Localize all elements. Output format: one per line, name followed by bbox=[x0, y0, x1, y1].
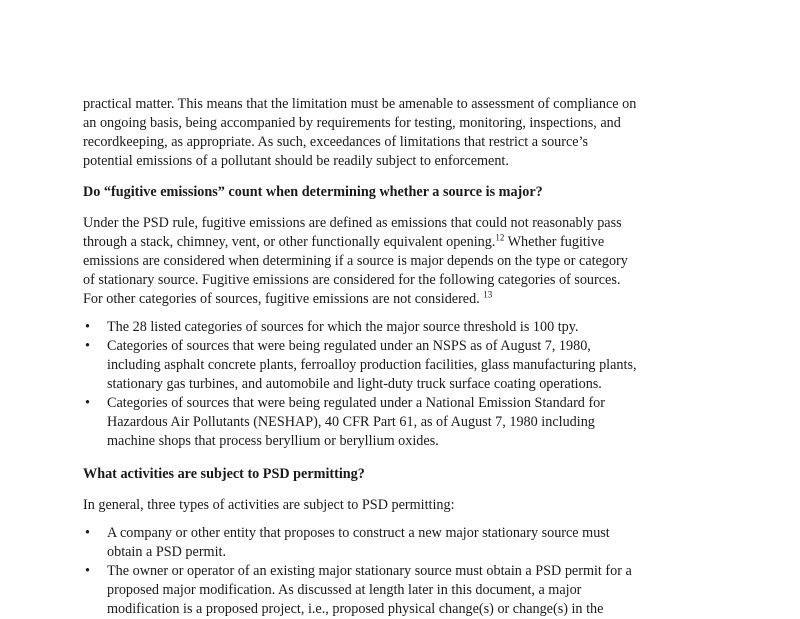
text-line: The owner or operator of an existing major stationary source must obtain a PSD permit for a bbox=[107, 563, 632, 579]
text-line: an ongoing basis, being accompanied by requirements for testing, monitoring, inspections, and bbox=[83, 115, 621, 131]
text-line: proposed major modification. As discussed at length later in this document, a major bbox=[107, 582, 582, 598]
footnote-ref-12: 12 bbox=[495, 232, 505, 243]
text-line: For other categories of sources, fugitive emissions are not considered. bbox=[83, 291, 480, 307]
bullet-icon: • bbox=[85, 395, 90, 411]
bullet-icon: • bbox=[85, 338, 90, 354]
text-line: potential emissions of a pollutant should be readily subject to enforcement. bbox=[83, 153, 509, 169]
text-line: through a stack, chimney, vent, or other functionally equivalent opening. bbox=[83, 234, 496, 250]
bullet-icon: • bbox=[85, 563, 90, 579]
paragraph-fugitive-definition bbox=[83, 214, 705, 309]
bullet-icon: • bbox=[85, 319, 90, 335]
text-line: Whether fugitive bbox=[504, 234, 605, 250]
text-line: of stationary source. Fugitive emissions are considered for the following categories of sources. bbox=[83, 272, 621, 288]
text-line: The 28 listed categories of sources for which the major source threshold is 100 tpy. bbox=[107, 319, 579, 335]
text-line: modification is a proposed project, i.e., proposed physical change(s) or change(s) in the bbox=[107, 601, 604, 617]
text-line: including asphalt concrete plants, ferroalloy production facilities, glass manufacturing plants, bbox=[107, 357, 637, 373]
text-line: Under the PSD rule, fugitive emissions are defined as emissions that could not reasonably pass bbox=[83, 215, 622, 231]
heading-activities-subject: What activities are subject to PSD permitting? bbox=[83, 466, 365, 482]
paragraph-practical-matter bbox=[83, 95, 705, 171]
text-line: stationary gas turbines, and automobile and light-duty truck surface coating operations. bbox=[107, 376, 602, 392]
document-page bbox=[83, 95, 705, 619]
text-line: recordkeeping, as appropriate. As such, exceedances of limitations that restrict a source’s bbox=[83, 134, 589, 150]
text-line: Hazardous Air Pollutants (NESHAP), 40 CFR Part 61, as of August 7, 1980 including bbox=[107, 414, 595, 430]
text-line: obtain a PSD permit. bbox=[107, 544, 227, 560]
text-line: A company or other entity that proposes to construct a new major stationary source must bbox=[107, 525, 610, 541]
paragraph-three-types: In general, three types of activities are subject to PSD permitting: bbox=[83, 497, 455, 513]
activities-list bbox=[83, 524, 705, 619]
bullet-icon: • bbox=[85, 525, 90, 541]
list-item bbox=[83, 337, 705, 394]
list-item bbox=[83, 394, 705, 451]
list-item bbox=[83, 318, 705, 337]
text-line: machine shops that process beryllium or beryllium oxides. bbox=[107, 433, 439, 449]
fugitive-categories-list bbox=[83, 318, 705, 451]
text-line: emissions are considered when determining if a source is major depends on the type or category bbox=[83, 253, 628, 269]
text-line: practical matter. This means that the limitation must be amenable to assessment of compliance on bbox=[83, 96, 637, 112]
text-line: Categories of sources that were being regulated under an NSPS as of August 7, 1980, bbox=[107, 338, 591, 354]
heading-fugitive-emissions: Do “fugitive emissions” count when determining whether a source is major? bbox=[83, 184, 543, 200]
list-item bbox=[83, 562, 705, 619]
text-line: Categories of sources that were being regulated under a National Emission Standard for bbox=[107, 395, 605, 411]
list-item bbox=[83, 524, 705, 562]
footnote-ref-13: 13 bbox=[483, 289, 493, 300]
